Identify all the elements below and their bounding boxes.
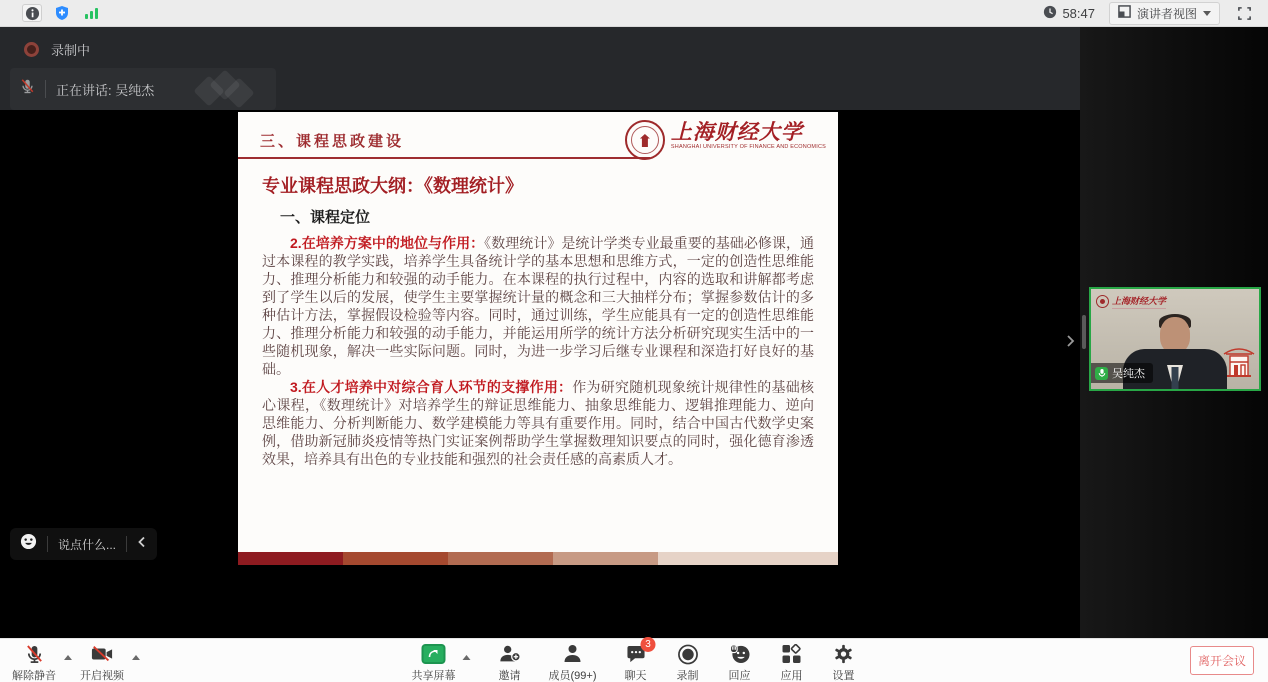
chat-bubble-icon — [623, 639, 651, 665]
record-label: 录制 — [676, 670, 699, 682]
fullscreen-icon[interactable] — [1234, 4, 1254, 22]
recording-indicator — [24, 40, 90, 59]
emoji-icon[interactable] — [20, 533, 37, 555]
participant-name: 吴纯杰 — [1112, 368, 1145, 380]
slide-footer-strip — [238, 552, 838, 565]
share-screen-button[interactable] — [412, 643, 456, 682]
topbar-status-icons — [0, 4, 102, 22]
mic-options-chevron-icon[interactable] — [64, 655, 72, 660]
university-name-cn: 上海财经大学 — [670, 119, 803, 144]
video-options-chevron-icon[interactable] — [132, 655, 140, 660]
settings-button[interactable] — [831, 643, 857, 682]
camera-off-icon — [89, 643, 115, 665]
chevron-left-icon[interactable] — [137, 535, 147, 553]
video-sidebar — [1080, 27, 1268, 638]
microphone-live-icon — [1095, 367, 1108, 380]
settings-label: 设置 — [832, 670, 855, 682]
screen-share-icon — [421, 643, 447, 665]
app-grid-icon — [779, 643, 805, 665]
participant-name-tag — [1091, 363, 1153, 383]
shared-presentation-slide — [238, 112, 838, 565]
meeting-timer — [1043, 5, 1095, 22]
network-signal-icon[interactable] — [82, 4, 102, 22]
slide-section-header: 三、课程思政建设 — [260, 133, 405, 150]
meeting-timer-value: 58:47 — [1062, 5, 1095, 21]
start-video-button[interactable] — [80, 643, 124, 682]
apps-button[interactable] — [779, 643, 805, 682]
members-label: 成员(99+) — [548, 670, 597, 682]
security-shield-icon[interactable] — [52, 4, 72, 22]
chat-label: 聊天 — [624, 670, 647, 682]
meeting-stage — [0, 27, 1268, 638]
sidebar-collapse-chevron-icon[interactable] — [1062, 327, 1078, 355]
microphone-muted-icon — [21, 643, 47, 665]
person-plus-icon — [497, 643, 523, 665]
reactions-button[interactable] — [727, 643, 753, 682]
topbar-controls — [1043, 2, 1268, 25]
share-screen-label: 共享屏幕 — [411, 670, 456, 682]
window-topbar — [0, 0, 1268, 27]
university-seal-icon — [1096, 295, 1109, 308]
recording-dot-icon — [24, 42, 39, 57]
slide-title: 专业课程思政大纲：《数理统计》 — [262, 176, 523, 196]
slide-subsection: 一、课程定位 — [280, 209, 371, 226]
divider — [47, 536, 48, 552]
microphone-muted-icon — [20, 78, 35, 100]
leave-meeting-button[interactable]: 离开会议 — [1190, 646, 1254, 675]
active-speaker-indicator — [10, 68, 276, 110]
share-options-chevron-icon[interactable] — [463, 655, 471, 660]
university-logo — [625, 120, 826, 160]
university-name-en: SHANGHAI UNIVERSITY OF FINANCE AND ECONOMICS — [670, 144, 826, 150]
chevron-down-icon — [1203, 11, 1211, 16]
view-mode-label: 演讲者视图 — [1136, 6, 1197, 21]
recording-label: 录制中 — [51, 43, 91, 58]
divider — [45, 80, 46, 98]
view-mode-selector[interactable] — [1109, 2, 1220, 25]
participant-video-tile[interactable] — [1089, 287, 1261, 391]
meeting-info-icon[interactable] — [22, 4, 42, 22]
app-watermark-logo — [192, 74, 262, 104]
emoji-hand-icon — [727, 643, 753, 665]
toolbar-center-group — [411, 639, 857, 682]
slide-paragraph-2: 2.在培养方案中的地位与作用：《数理统计》是统计学类专业最重要的基础必修课，通过本课程的教学实践，培养学生具备统计学的基本思想和思维方式，一定的创造性思维能力、推理分析能力和较强的动手能力。在本课程的执行过程中，内容的选取和讲解都考虑到了学生以后的发展，使学生主要掌握统计量的概念和三大抽样分布；掌握参数估计的多种估计方法，掌握假设检验等内容。同时，通过训练，学生应能具有一定的创造性思维能力、推理分析能力和较强的动手能力，并能运用所学的统计方法分析研究现实生活中的一些随机现象，解决一些实际问题。同时，为进一步学习后继专业课程和深造打好良好的基础。 — [262, 235, 814, 377]
invite-label: 邀请 — [498, 670, 521, 682]
record-button[interactable] — [675, 643, 701, 682]
slide-paragraph-3: 3.在人才培养中对综合育人环节的支撑作用：作为研究随机现象统计规律性的基础核心课程，《数理统计》对培养学生的辩证思维能力、抽象思维能力、逻辑推理能力、逆向思维能力、分析判断能力、数学建模能力等具有重要作用。同时，结合中国古代数学史案例，借助新冠肺炎疫情等热门实证案例帮助学生掌握数理知识要点的同时，强化德育渗透效果，培养具有出色的专业技能和强烈的社会责任感的高素质人才。 — [262, 379, 814, 467]
members-button[interactable] — [549, 643, 597, 682]
start-video-label: 开启视频 — [80, 670, 124, 682]
toolbar-left-group — [12, 643, 140, 682]
clock-icon — [1043, 5, 1057, 22]
unmute-label: 解除静音 — [12, 670, 56, 682]
apps-label: 应用 — [780, 670, 803, 682]
reactions-label: 回应 — [728, 670, 751, 682]
chat-unread-badge: 3 — [641, 637, 656, 652]
quick-chat-bar — [10, 528, 157, 560]
header-underline — [238, 157, 650, 159]
meeting-toolbar — [0, 638, 1268, 682]
person-icon — [560, 643, 586, 665]
invite-button[interactable] — [497, 643, 523, 682]
active-speaker-label: 正在讲话: 吴纯杰 — [56, 82, 155, 98]
sidebar-scrollbar[interactable] — [1082, 315, 1086, 349]
slide-body — [262, 234, 814, 468]
chat-input-placeholder[interactable]: 说点什么... — [58, 537, 117, 552]
pagoda-artwork — [1222, 342, 1256, 385]
university-seal-icon — [625, 120, 665, 160]
chat-button[interactable] — [623, 639, 651, 682]
layout-icon — [1118, 5, 1131, 21]
university-name-cn: 上海财经大学 — [1112, 294, 1166, 309]
notification-band — [0, 27, 1080, 110]
video-watermark-logo — [1096, 294, 1166, 309]
gear-icon — [831, 643, 857, 665]
divider — [126, 536, 127, 552]
record-circle-icon — [675, 643, 701, 665]
unmute-button[interactable] — [12, 643, 56, 682]
